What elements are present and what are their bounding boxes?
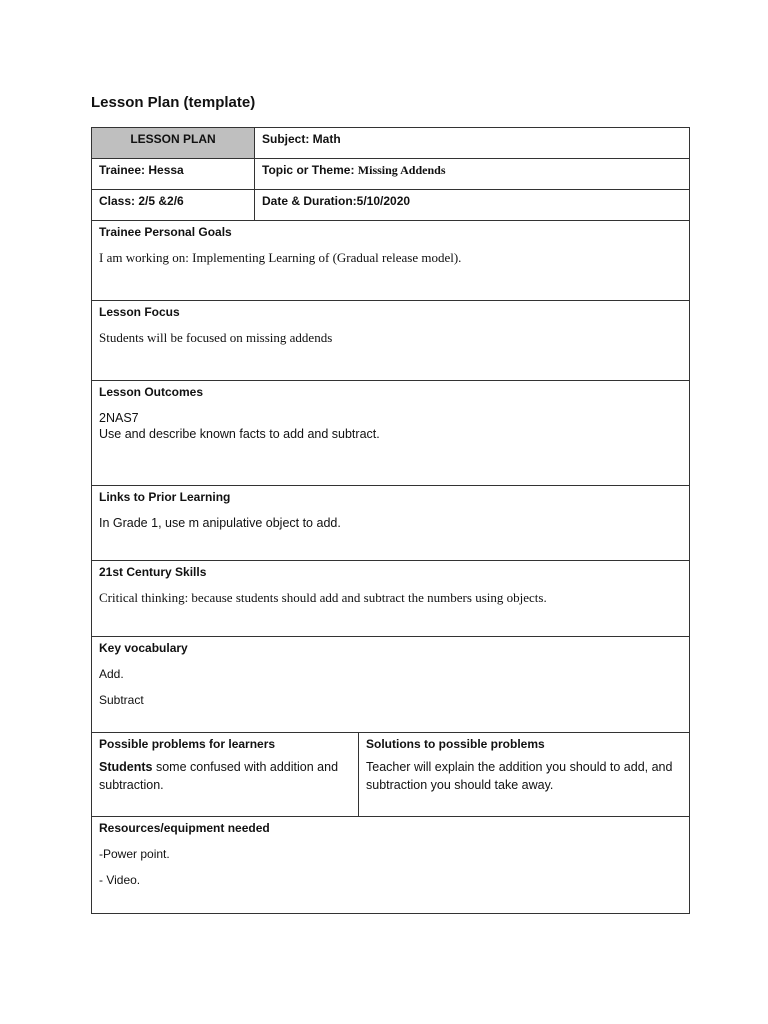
outcome-text: Use and describe known facts to add and subtract. xyxy=(99,427,380,441)
vocabulary-item: Add. xyxy=(99,667,124,681)
skills-label: 21st Century Skills xyxy=(99,565,207,579)
outcome-code: 2NAS7 xyxy=(99,411,139,425)
class-cell: Class: 2/5 &2/6 xyxy=(92,190,255,221)
skills-cell xyxy=(92,561,690,637)
outcomes-label: Lesson Outcomes xyxy=(99,385,204,399)
header-row-3 xyxy=(92,190,690,221)
lesson-plan-header-cell: LESSON PLAN xyxy=(92,128,255,159)
goals-text: I am working on: Implementing Learning of (Gradual release model). xyxy=(99,250,462,265)
resources-cell xyxy=(92,817,690,914)
focus-label: Lesson Focus xyxy=(99,305,180,319)
problems-solutions-row xyxy=(92,733,690,817)
problems-body: some confused with addition and subtraction. xyxy=(99,760,339,792)
topic-value: Missing Addends xyxy=(357,163,446,177)
focus-text: Students will be focused on missing addends xyxy=(99,330,333,345)
skills-row xyxy=(92,561,690,637)
prior-learning-cell xyxy=(92,486,690,561)
vocabulary-row xyxy=(92,637,690,733)
problems-cell xyxy=(92,733,359,817)
focus-cell xyxy=(92,301,690,381)
date-duration-cell: Date & Duration:5/10/2020 xyxy=(255,190,690,221)
lesson-plan-table xyxy=(91,127,690,914)
goals-label: Trainee Personal Goals xyxy=(99,225,232,239)
resources-label: Resources/equipment needed xyxy=(99,821,270,835)
solutions-cell xyxy=(359,733,690,817)
problems-label: Possible problems for learners xyxy=(99,737,276,751)
outcomes-cell xyxy=(92,381,690,486)
prior-learning-text: In Grade 1, use m anipulative object to add. xyxy=(99,516,341,530)
prior-learning-row xyxy=(92,486,690,561)
topic-cell xyxy=(255,159,690,190)
resources-row xyxy=(92,817,690,914)
goals-row xyxy=(92,221,690,301)
topic-label: Topic or Theme: xyxy=(262,163,358,177)
vocabulary-item: Subtract xyxy=(99,693,144,707)
header-row-1 xyxy=(92,128,690,159)
vocabulary-cell xyxy=(92,637,690,733)
problems-text xyxy=(99,758,351,794)
skills-text: Critical thinking: because students should add and subtract the numbers using objects. xyxy=(99,590,547,605)
solutions-label: Solutions to possible problems xyxy=(366,737,545,751)
goals-cell xyxy=(92,221,690,301)
outcomes-row xyxy=(92,381,690,486)
trainee-cell: Trainee: Hessa xyxy=(92,159,255,190)
focus-row xyxy=(92,301,690,381)
subject-cell: Subject: Math xyxy=(255,128,690,159)
solutions-text: Teacher will explain the addition you should to add, and subtraction you should take away. xyxy=(366,760,673,792)
problems-bold-word: Students xyxy=(99,760,153,774)
resources-item: -Power point. xyxy=(99,847,170,861)
resources-item: - Video. xyxy=(99,873,141,887)
prior-learning-label: Links to Prior Learning xyxy=(99,490,231,504)
header-row-2 xyxy=(92,159,690,190)
page-title: Lesson Plan (template) xyxy=(91,94,256,111)
vocabulary-label: Key vocabulary xyxy=(99,641,188,655)
